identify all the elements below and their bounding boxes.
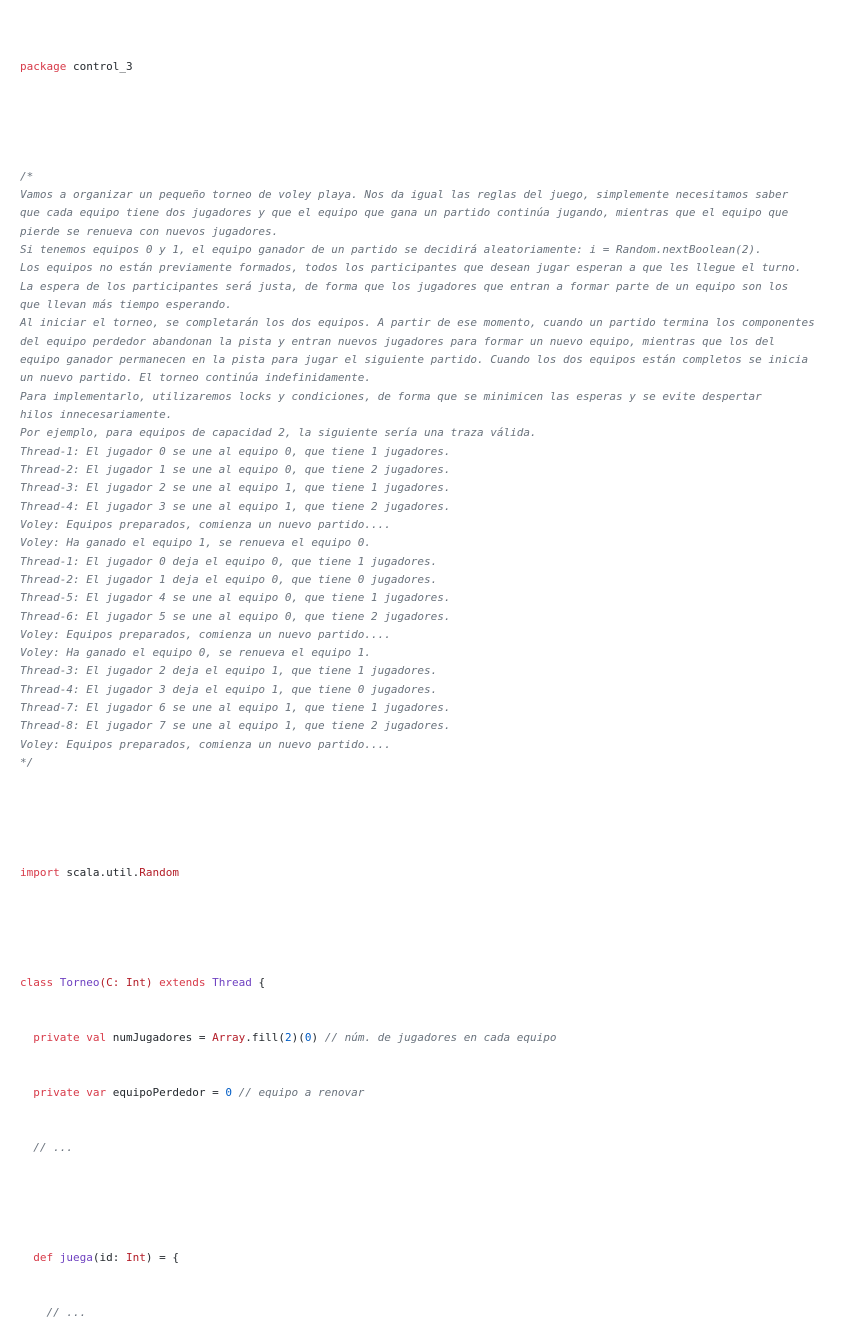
number-literal: 0 [304, 1031, 312, 1045]
comment-line: Thread-5: El jugador 4 se une al equipo 0, que tiene 1 jugadores. [20, 591, 451, 605]
import-line [20, 864, 815, 882]
package-keyword: package [20, 59, 67, 73]
number-literal: 2 [284, 1031, 292, 1045]
int-type: Int [126, 1250, 146, 1264]
header-comment-block [20, 168, 815, 773]
function-name: juega [59, 1250, 93, 1264]
class-keyword: class [20, 976, 54, 990]
comment-line: */ [20, 756, 34, 770]
fill-call: .fill( [245, 1031, 285, 1045]
open-brace: { [251, 976, 266, 990]
array-type: Array [212, 1031, 246, 1045]
fill-close: ) [311, 1031, 325, 1045]
num-jugadores-line [20, 1029, 815, 1047]
class-param-close: ) [145, 976, 153, 990]
comment-line: Thread-6: El jugador 5 se une al equipo 0, que tiene 2 jugadores. [20, 609, 451, 623]
comment-line: Para implementarlo, utilizaremos locks y condiciones, de forma que se minimicen las esperas y se evite despertar [20, 389, 762, 403]
comment-line: Thread-3: El jugador 2 deja el equipo 1, que tiene 1 jugadores. [20, 664, 438, 678]
comment-line: Thread-3: El jugador 2 se une al equipo 1, que tiene 1 jugadores. [20, 481, 451, 495]
comment-line: Por ejemplo, para equipos de capacidad 2, la siguiente sería una traza válida. [20, 426, 537, 440]
comment-line: Thread-2: El jugador 1 se une al equipo 0, que tiene 2 jugadores. [20, 462, 451, 476]
inner-ellipsis-comment: // ... [46, 1305, 87, 1319]
comment-line: Voley: Equipos preparados, comienza un nuevo partido.... [20, 737, 391, 751]
num-jugadores-decl: numJugadores = [106, 1031, 213, 1045]
comment-line: Thread-2: El jugador 1 deja el equipo 0, que tiene 0 jugadores. [20, 572, 438, 586]
inner-comment-line [20, 1304, 815, 1322]
extends-keyword: extends [159, 976, 206, 990]
blank-line [20, 809, 815, 827]
blank-line [20, 1194, 815, 1212]
comment-line: Voley: Equipos preparados, comienza un nuevo partido.... [20, 517, 391, 531]
comment-line: que cada equipo tiene dos jugadores y que el equipo que gana un partido continúa jugando, mientras que el equipo que [20, 206, 789, 220]
comment-line: hilos innecesariamente. [20, 407, 173, 421]
comment-line: pierde se renueva con nuevos jugadores. [20, 224, 279, 238]
comment-line: /* [20, 169, 34, 183]
fill-mid: )( [291, 1031, 305, 1045]
comment-line: un nuevo partido. El torneo continúa indefinidamente. [20, 371, 371, 385]
code-view [20, 21, 815, 1341]
ellipsis-comment: // ... [33, 1141, 73, 1155]
inline-comment: // equipo a renovar [231, 1086, 365, 1100]
blank-line [20, 113, 815, 131]
comment-line: Los equipos no están previamente formados, todos los participantes que desean jugar esperan a que les llegue el turno. [20, 261, 802, 275]
inline-comment: // núm. de jugadores en cada equipo [324, 1031, 557, 1045]
class-param: C: Int [106, 976, 146, 990]
comment-line: Thread-8: El jugador 7 se une al equipo 1, que tiene 2 jugadores. [20, 719, 451, 733]
class-declaration-line [20, 974, 815, 992]
comment-line: del equipo perdedor abandonan la pista y entran nuevos jugadores para formar un nuevo equipo, mientras que los del [20, 334, 775, 348]
comment-line: La espera de los participantes será justa, de forma que los jugadores que entran a formar parte de un equipo son los [20, 279, 789, 293]
package-line [20, 58, 815, 76]
blank-line [20, 919, 815, 937]
class-param-open: ( [99, 976, 107, 990]
import-name: Random [139, 866, 179, 880]
comment-line: Voley: Ha ganado el equipo 1, se renueva el equipo 0. [20, 536, 371, 550]
def-params-open: (id: [92, 1250, 126, 1264]
comment-line: Al iniciar el torneo, se completarán los dos equipos. A partir de ese momento, cuando un partido termina los componentes [20, 316, 815, 330]
comment-line: Si tenemos equipos 0 y 1, el equipo ganador de un partido se decidirá aleatoriamente: i = Random.nextBoolean(2). [20, 242, 762, 256]
def-params-close: ) = { [145, 1250, 179, 1264]
val-keyword: val [86, 1031, 107, 1045]
private-modifier: private [33, 1086, 80, 1100]
def-keyword: def [33, 1250, 54, 1264]
import-keyword: import [20, 866, 60, 880]
comment-line: Thread-1: El jugador 0 se une al equipo 0, que tiene 1 jugadores. [20, 444, 451, 458]
ellipsis-comment-line [20, 1139, 815, 1157]
comment-line: Thread-1: El jugador 0 deja el equipo 0, que tiene 1 jugadores. [20, 554, 438, 568]
comment-line: Voley: Ha ganado el equipo 0, se renueva el equipo 1. [20, 646, 371, 660]
comment-line: Thread-7: El jugador 6 se une al equipo 1, que tiene 1 jugadores. [20, 701, 451, 715]
comment-line: Thread-4: El jugador 3 deja el equipo 1, que tiene 0 jugadores. [20, 682, 438, 696]
class-name: Torneo [59, 976, 100, 990]
equipo-perdedor-line [20, 1084, 815, 1102]
comment-line: Vamos a organizar un pequeño torneo de voley playa. Nos da igual las reglas del juego, simplemente necesitamos saber [20, 187, 789, 201]
import-path: scala.util. [59, 866, 140, 880]
var-keyword: var [86, 1086, 107, 1100]
equipo-perdedor-decl: equipoPerdedor = [106, 1086, 226, 1100]
comment-line: que llevan más tiempo esperando. [20, 297, 232, 311]
comment-line: Voley: Equipos preparados, comienza un nuevo partido.... [20, 627, 391, 641]
number-literal: 0 [225, 1086, 232, 1100]
parent-class: Thread [212, 976, 252, 990]
comment-line: Thread-4: El jugador 3 se une al equipo 1, que tiene 2 jugadores. [20, 499, 451, 513]
private-modifier: private [33, 1031, 80, 1045]
comment-line: equipo ganador permanecen en la pista para jugar el siguiente partido. Cuando los dos equipos están completos se inicia [20, 352, 809, 366]
package-name: control_3 [66, 59, 133, 73]
def-juega-line [20, 1249, 815, 1267]
